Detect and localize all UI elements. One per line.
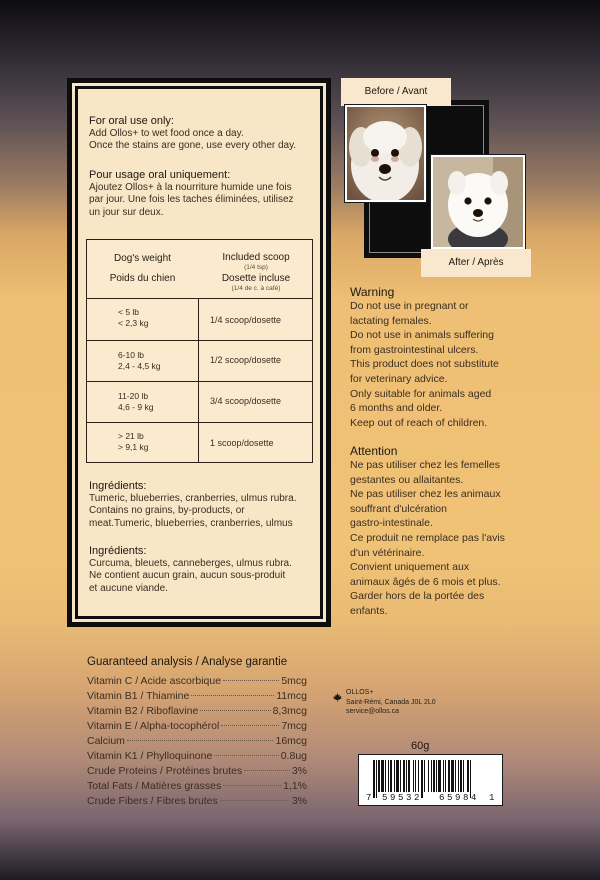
analysis-value: 1,1%: [283, 780, 307, 792]
barcode-bar: [403, 760, 405, 792]
ingredients-fr: [89, 545, 317, 595]
analysis-name: Vitamin B1 / Thiamine: [87, 690, 190, 702]
after-label: After / Après: [421, 249, 531, 277]
analysis-name: Total Fats / Matières grasses: [87, 780, 222, 792]
analysis-value: 5mcg: [281, 675, 307, 687]
dot-leader: [220, 800, 290, 801]
barcode-bar: [443, 760, 444, 792]
attention-line: Ce produit ne remplace pas l'avis: [350, 531, 505, 544]
before-dog-photo: [345, 105, 426, 202]
oral-use-en: [89, 115, 314, 153]
warning-line: for veterinary advice.: [350, 372, 448, 385]
warning-heading: Warning: [350, 285, 395, 299]
dog-weight-header-en: Dog's weight: [114, 253, 171, 264]
attention-line: souffrant d'ulcération: [350, 502, 447, 515]
dot-leader: [244, 770, 290, 771]
weight-kg: 4,6 - 9 kg: [118, 402, 154, 412]
warning-line: 6 months and older.: [350, 402, 443, 415]
oral-use-fr: [89, 169, 314, 219]
analysis-row: [87, 750, 307, 765]
ingredients-fr-line: Curcuma, bleuets, canneberges, ulmus rubra.: [89, 557, 292, 569]
ingredients-en-heading: Ingrédients:: [89, 480, 147, 492]
dot-leader: [221, 725, 279, 726]
barcode-digit-group: 59532: [382, 793, 423, 803]
table-row-weight: [118, 350, 161, 372]
brand-info: [346, 688, 436, 717]
brand-email: service@ollos.ca: [346, 708, 400, 715]
analysis-value: 16mcg: [275, 735, 307, 747]
barcode-bar: [460, 760, 462, 792]
barcode-bar: [418, 760, 419, 792]
table-row-scoop: 1/4 scoop/dosette: [210, 315, 282, 325]
analysis-name: Crude Proteins / Protéines brutes: [87, 765, 243, 777]
weight-kg: < 2,3 kg: [118, 318, 149, 328]
analysis-row: [87, 705, 307, 720]
barcode-bar: [431, 760, 432, 792]
analysis-row: [87, 720, 307, 735]
analysis-row: [87, 735, 307, 750]
dog-weight-header-fr: Poids du chien: [109, 273, 176, 284]
analysis-name: Vitamin B2 / Riboflavine: [87, 705, 199, 717]
scoop-header-en: Included scoop: [222, 252, 290, 263]
attention-line: Convient uniquement aux: [350, 561, 470, 574]
barcode-bar: [408, 760, 410, 792]
table-row-scoop: 1/2 scoop/dosette: [210, 355, 282, 365]
warning-line: This product does not substitute: [350, 358, 499, 371]
analysis-title: Guaranteed analysis / Analyse garantie: [87, 656, 288, 668]
attention-line: Ne pas utiliser chez les femelles: [350, 459, 500, 471]
attention-heading: Attention: [350, 444, 398, 458]
barcode-bar: [467, 760, 469, 792]
scoop-header-fr: Dosette incluse: [221, 273, 291, 284]
maple-leaf-icon: [333, 689, 342, 707]
attention-lines: [350, 458, 590, 619]
warning-section: [350, 285, 590, 430]
analysis-name: Vitamin K1 / Phylloquinone: [87, 750, 213, 762]
barcode-bar: [388, 760, 389, 792]
ingredients-en-line: Contains no grains, by-products, or: [89, 505, 245, 516]
table-row-weight: [118, 431, 148, 453]
analysis-name: Calcium: [87, 735, 125, 747]
analysis-name: Vitamin E / Alpha-tocophérol: [87, 720, 220, 732]
warning-line: lactating females.: [350, 314, 432, 327]
before-label: Before / Avant: [341, 78, 451, 106]
analysis-value: 11mcg: [276, 690, 307, 702]
weight-lb: < 5 lb: [118, 307, 140, 317]
barcode-bar: [424, 760, 425, 792]
warning-line: Keep out of reach of children.: [350, 416, 488, 429]
attention-line: d'un vétérinaire.: [350, 546, 425, 559]
attention-section: [350, 444, 590, 619]
barcode-digit-group: 65984: [439, 793, 480, 803]
analysis-row: [87, 675, 307, 690]
weight-lb: 11-20 lb: [118, 391, 149, 401]
ingredients-en-line: meat.Tumeric, blueberries, cranberries, ulmus: [89, 517, 293, 529]
barcode-bar: [378, 760, 380, 792]
table-row-scoop: 3/4 scoop/dosette: [210, 396, 282, 406]
warning-line: Do not use in animals suffering: [350, 329, 494, 342]
table-divider: [86, 422, 313, 423]
weight-kg: > 9,1 kg: [118, 442, 149, 452]
barcode-digit: 1: [489, 793, 495, 803]
dot-leader: [223, 785, 281, 786]
scoop-header-fr-sub: (1/4 de c. à café): [231, 285, 281, 292]
barcode-bar: [458, 760, 459, 792]
barcode-bar: [413, 760, 414, 792]
barcode-digits: [360, 793, 503, 805]
attention-line: Ne pas utiliser chez les animaux: [350, 488, 501, 501]
oral-use-fr-line: par jour. Une fois les taches éliminées, utilisez: [89, 194, 294, 205]
ingredients-fr-line: et aucune viande.: [89, 582, 168, 594]
warning-line: Only suitable for animals aged: [350, 387, 492, 400]
barcode-digit: 7: [366, 793, 372, 803]
ingredients-fr-line: Ne contient aucun grain, aucun sous-produit: [89, 570, 286, 581]
ingredients-en-line: Tumeric, blueberries, cranberries, ulmus rubra.: [89, 492, 297, 504]
analysis-value: 8,3mcg: [272, 705, 307, 717]
oral-use-en-heading: For oral use only:: [89, 115, 174, 127]
table-divider: [86, 340, 313, 341]
barcode-bar: [428, 760, 429, 792]
dot-leader: [191, 695, 274, 696]
attention-line: Garder hors de la portée des: [350, 590, 485, 603]
attention-line: animaux âgés de 6 mois et plus.: [350, 575, 501, 588]
dot-leader: [223, 680, 279, 681]
warning-line: from gastrointestinal ulcers.: [350, 343, 479, 356]
after-dog-photo: [431, 155, 525, 249]
barcode-bar: [415, 760, 416, 792]
barcode-bar: [390, 760, 392, 792]
ingredients-en: [89, 480, 317, 530]
barcode-bar: [451, 760, 454, 792]
barcode-bar: [448, 760, 450, 792]
barcode-bar: [463, 760, 464, 792]
barcode-bar: [400, 760, 401, 792]
oral-use-fr-line: Ajoutez Ollos+ à la nourriture humide une fois: [89, 181, 292, 193]
attention-line: gestantes ou allaitantes.: [350, 473, 464, 486]
table-row-scoop: 1 scoop/dosette: [210, 438, 274, 448]
barcode-bar: [406, 760, 407, 792]
barcode-bar: [433, 760, 435, 792]
warning-line: Do not use in pregnant or: [350, 300, 469, 312]
table-divider: [86, 298, 313, 299]
barcode-bar: [394, 760, 395, 792]
barcode-bar: [438, 760, 441, 792]
warning-lines: [350, 299, 590, 430]
table-column-divider: [198, 298, 199, 463]
oral-use-fr-line: un jour sur deux.: [89, 206, 164, 218]
attention-line: enfants.: [350, 604, 388, 617]
ingredients-fr-heading: Ingrédients:: [89, 545, 147, 557]
barcode-bar: [455, 760, 456, 792]
scoop-header-en-sub: (1/4 tsp): [244, 264, 268, 271]
analysis-value: 0.8ug: [280, 750, 307, 762]
analysis-row: [87, 765, 307, 780]
dot-leader: [200, 710, 270, 711]
analysis-value: 3%: [291, 765, 307, 777]
table-divider: [86, 381, 313, 382]
brand-name: OLLOS+: [346, 689, 374, 696]
barcode-bar: [396, 760, 399, 792]
weight-lb: > 21 lb: [118, 431, 144, 441]
brand-address: Saint-Rémi, Canada J0L 2L0: [346, 698, 436, 706]
attention-line: gastro-intestinale.: [350, 517, 433, 530]
weight-kg: 2,4 - 4,5 kg: [118, 361, 161, 371]
dot-leader: [214, 755, 278, 756]
barcode-bar: [381, 760, 384, 792]
net-weight: 60g: [411, 740, 430, 752]
table-row-weight: [118, 391, 153, 413]
analysis-name: Vitamin C / Acide ascorbique: [87, 675, 222, 687]
analysis-row: [87, 795, 307, 810]
oral-use-en-line: Once the stains are gone, use every other day.: [89, 140, 297, 151]
table-row-weight: [118, 307, 148, 329]
analysis-name: Crude Fibers / Fibres brutes: [87, 795, 218, 807]
analysis-row: [87, 780, 307, 795]
barcode-bar: [445, 760, 446, 792]
analysis-value: 3%: [291, 795, 307, 807]
analysis-row: [87, 690, 307, 705]
barcode-bar: [436, 760, 437, 792]
weight-lb: 6-10 lb: [118, 350, 144, 360]
dot-leader: [127, 740, 274, 741]
barcode-bar: [385, 760, 386, 792]
oral-use-en-line: Add Ollos+ to wet food once a day.: [89, 127, 244, 139]
oral-use-fr-heading: Pour usage oral uniquement:: [89, 169, 231, 181]
analysis-value: 7mcg: [281, 720, 307, 732]
